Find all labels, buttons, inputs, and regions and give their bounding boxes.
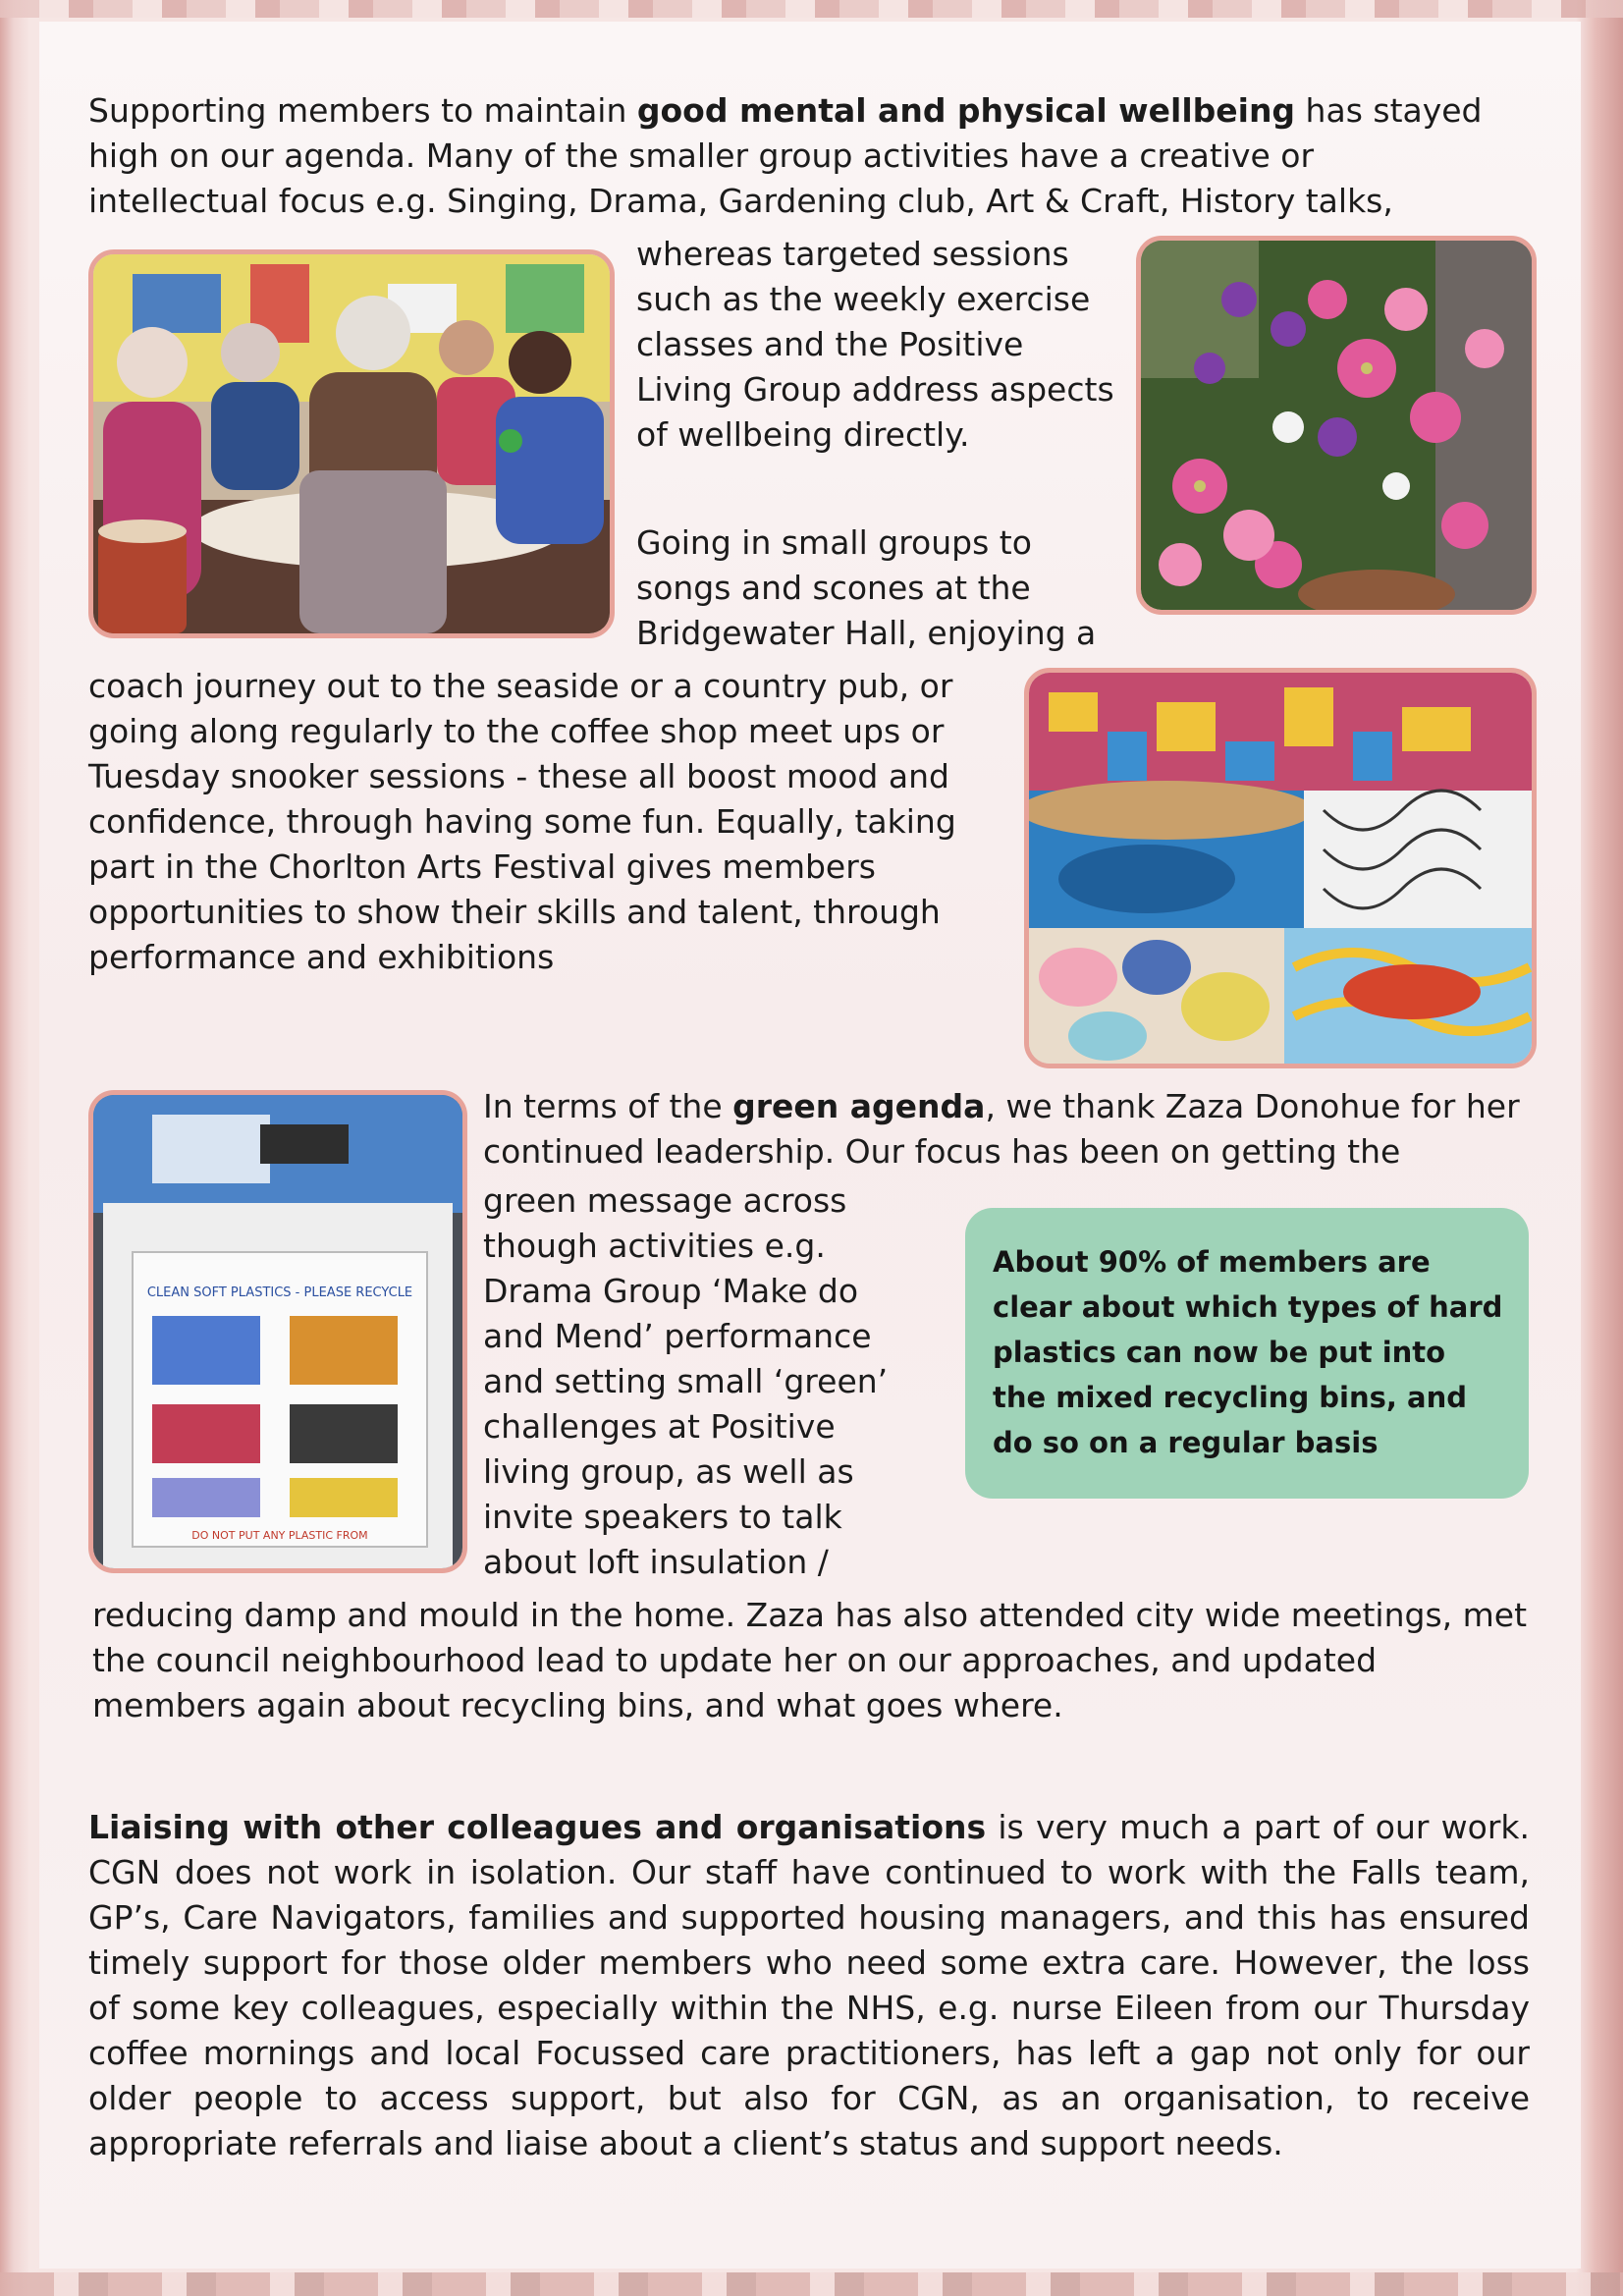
recycle-sign-title: CLEAN SOFT PLASTICS - PLEASE RECYCLE <box>146 1285 413 1300</box>
green-column-line: green message across <box>483 1181 847 1220</box>
green-column-line: living group, as well as <box>483 1452 854 1491</box>
green-column-line: and setting small ‘green’ <box>483 1362 889 1400</box>
green-column-line: invite speakers to talk <box>483 1498 842 1536</box>
callout-text: About 90% of members are clear about which types of hard plastics can now be put into the mixed recycling bins, and do so on a regular basis <box>993 1245 1503 1459</box>
intro-text-b: has stayed high on our agenda. Many of the smaller group activities have a creative or intellectual focus e.g. Singing, Drama, Gardening club, Art & Craft, History talks, <box>88 91 1483 220</box>
green-column-line: challenges at Positive <box>483 1407 836 1446</box>
green-text-a: In terms of the <box>483 1087 733 1125</box>
recycling-bin-photo <box>88 1090 467 1573</box>
outings-text-part1: Going in small groups to songs and scones at the Bridgewater Hall, enjoying a <box>636 523 1097 652</box>
intro-text-a: Supporting members to maintain <box>88 91 637 130</box>
green-agenda-continued: reducing damp and mould in the home. Zaza has also attended city wide meetings, met the council neighbourhood lead to update her on our approaches, and updated members again about recycling bins, and what goes where. <box>92 1596 1528 1724</box>
outings-text-part2: coach journey out to the seaside or a country pub, or going along regularly to the coffee shop meet ups or Tuesday snooker sessions - these all boost mood and confidence, through having some fun. Equally, taking part in the Chorlton Arts Festival gives members opportunities to show their skills and talent, through performance and exhibitions <box>88 667 956 976</box>
liaising-bold: Liaising with other colleagues and organisations <box>88 1808 987 1846</box>
frame-bottom-border <box>0 2272 1623 2296</box>
intro-bold-wellbeing: good mental and physical wellbeing <box>636 91 1296 130</box>
artwork-photo <box>1024 668 1537 1068</box>
recycle-sign-footer: DO NOT PUT ANY PLASTIC FROM <box>191 1529 368 1542</box>
green-text-b: , we thank Zaza Donohue for her continued leadership. Our focus has been on getting the <box>483 1087 1520 1171</box>
green-column <box>483 1178 927 1585</box>
green-agenda-intro <box>483 1084 1534 1175</box>
recycling-stat-callout <box>965 1208 1529 1499</box>
liaising-paragraph <box>88 1805 1530 2166</box>
targeted-sessions-text: whereas targeted sessions such as the weekly exercise classes and the Positive Living Group address aspects of wellbeing directly. <box>636 235 1114 454</box>
green-bold-agenda: green agenda <box>732 1087 986 1125</box>
green-column-line: though activities e.g. <box>483 1227 826 1265</box>
green-column-line: about loft insulation / <box>483 1543 829 1581</box>
frame-top-border <box>0 0 1623 18</box>
members-activity-photo <box>88 249 615 638</box>
green-column-line: Drama Group ‘Make do <box>483 1272 859 1310</box>
flowers-photo <box>1136 236 1537 615</box>
intro-paragraph <box>88 88 1502 224</box>
green-column-line: and Mend’ performance <box>483 1317 872 1355</box>
liaising-text: is very much a part of our work. CGN does not work in isolation. Our staff have continued to work with the Falls team, GP’s, Care Navigators, families and supported housing managers, and this has ensured timely support for those older members who need some extra care. However, the loss of some key colleagues, especially within the NHS, e.g. nurse Eileen from our Thursday coffee mornings and local Focussed care practitioners, has left a gap not only for our older people to access support, but also for CGN, as an organisation, to receive appropriate referrals and liaise about a client’s status and support needs. <box>88 1808 1530 2162</box>
